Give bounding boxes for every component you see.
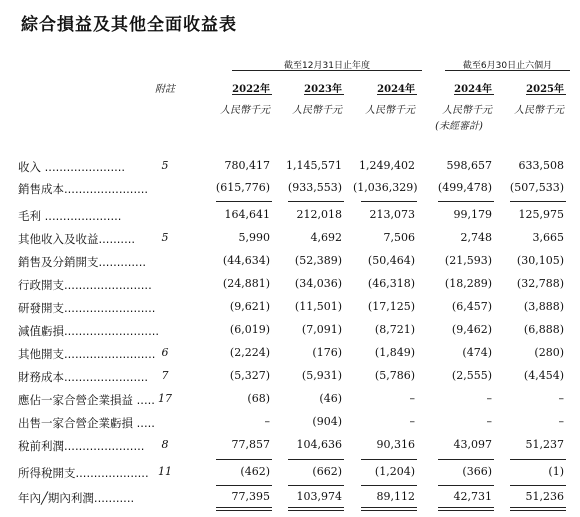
row-value: (474) xyxy=(462,346,492,359)
row-value: (46) xyxy=(319,392,342,405)
row-value: – xyxy=(264,415,270,428)
double-rule xyxy=(288,507,344,511)
row-value: – xyxy=(409,392,415,405)
row-value: (1,849) xyxy=(374,346,415,359)
row-value: 5,990 xyxy=(238,231,270,244)
table-row xyxy=(0,369,580,387)
row-label: 銷售成本....................... xyxy=(18,182,149,196)
year-header-2024: 2024年 xyxy=(377,84,415,95)
single-rule xyxy=(438,485,494,486)
unit-label: 人民幣千元 xyxy=(365,105,415,116)
page-title: 綜合損益及其他全面收益表 xyxy=(21,15,237,35)
table-row xyxy=(0,300,580,318)
row-value: 4,692 xyxy=(310,231,342,244)
row-value: (68) xyxy=(247,392,270,405)
row-value: (615,776) xyxy=(215,181,270,194)
single-rule xyxy=(288,485,344,486)
row-label: 財務成本....................... xyxy=(18,370,149,384)
row-value: (662) xyxy=(312,465,342,478)
row-value: (32,788) xyxy=(516,277,564,290)
double-rule xyxy=(438,507,494,511)
row-label: 其他開支......................... xyxy=(18,347,156,361)
row-value: 51,236 xyxy=(525,490,564,503)
row-value: 164,641 xyxy=(224,208,270,221)
row-value: – xyxy=(558,415,564,428)
row-value: (9,462) xyxy=(451,323,492,336)
row-value: 43,097 xyxy=(453,438,492,451)
row-value: – xyxy=(486,415,492,428)
year-header-2022: 2022年 xyxy=(232,84,270,95)
row-value: (3,888) xyxy=(523,300,564,313)
single-rule xyxy=(510,459,566,460)
row-value: (499,478) xyxy=(437,181,492,194)
row-value: 99,179 xyxy=(453,208,492,221)
row-value: 212,018 xyxy=(296,208,342,221)
row-value: (50,464) xyxy=(367,254,415,267)
table-row xyxy=(0,346,580,364)
single-rule xyxy=(361,485,417,486)
row-value: (280) xyxy=(534,346,564,359)
row-note: 8 xyxy=(161,438,169,451)
row-note: 6 xyxy=(161,346,169,359)
row-value: 77,395 xyxy=(231,490,270,503)
row-label: 研發開支......................... xyxy=(18,301,156,315)
row-value: 1,249,402 xyxy=(359,159,415,172)
table-row xyxy=(0,438,580,456)
year-header-2023: 2023年 xyxy=(304,84,342,95)
row-value: (5,931) xyxy=(301,369,342,382)
row-value: – xyxy=(558,392,564,405)
double-rule xyxy=(361,507,417,511)
year-rule xyxy=(304,94,344,95)
row-value: (21,593) xyxy=(444,254,492,267)
single-rule xyxy=(216,201,272,202)
row-value: (6,019) xyxy=(229,323,270,336)
row-note: 7 xyxy=(161,369,169,382)
row-label: 行政開支........................ xyxy=(18,278,152,292)
row-label: 年內╱期內利潤........... xyxy=(18,491,135,505)
row-note: 11 xyxy=(158,465,172,478)
single-rule xyxy=(216,485,272,486)
row-label: 應佔一家合營企業損益 ..... xyxy=(18,393,155,407)
header-group-half: 截至6月30日止六個月 xyxy=(462,61,553,71)
table-row xyxy=(0,231,580,249)
row-value: (17,125) xyxy=(367,300,415,313)
row-value: 3,665 xyxy=(532,231,564,244)
row-value: (8,721) xyxy=(374,323,415,336)
row-value: – xyxy=(409,415,415,428)
row-value: 7,506 xyxy=(383,231,415,244)
year-rule xyxy=(454,94,494,95)
row-value: 780,417 xyxy=(224,159,270,172)
row-label: 其他收入及收益.......... xyxy=(18,232,136,246)
year-header-2025-half: 2025年 xyxy=(526,84,564,95)
single-rule xyxy=(361,201,417,202)
row-value: 598,657 xyxy=(446,159,492,172)
row-value: (5,327) xyxy=(229,369,270,382)
single-rule xyxy=(216,459,272,460)
row-value: (6,457) xyxy=(451,300,492,313)
row-value: 89,112 xyxy=(376,490,415,503)
double-rule xyxy=(216,507,272,511)
year-rule xyxy=(377,94,417,95)
single-rule xyxy=(361,459,417,460)
unit-label: 人民幣千元 xyxy=(220,105,270,116)
row-value: 42,731 xyxy=(453,490,492,503)
table-row xyxy=(0,415,580,433)
row-value: (2,555) xyxy=(451,369,492,382)
table-row xyxy=(0,208,580,226)
row-label: 減值虧損.......................... xyxy=(18,324,160,338)
table-row xyxy=(0,254,580,272)
row-value: (9,621) xyxy=(229,300,270,313)
single-rule xyxy=(438,201,494,202)
unit-label: 人民幣千元 xyxy=(292,105,342,116)
row-value: (24,881) xyxy=(222,277,270,290)
table-row xyxy=(0,159,580,177)
row-value: (1) xyxy=(548,465,564,478)
row-value: (11,501) xyxy=(294,300,342,313)
table-row xyxy=(0,465,580,483)
single-rule xyxy=(510,485,566,486)
row-value: (933,553) xyxy=(287,181,342,194)
row-value: (52,389) xyxy=(294,254,342,267)
row-value: (507,533) xyxy=(509,181,564,194)
header-group-year-rule xyxy=(232,70,422,71)
row-value: 90,316 xyxy=(376,438,415,451)
table-row xyxy=(0,277,580,295)
row-value: 213,073 xyxy=(369,208,415,221)
unit-label: 人民幣千元 xyxy=(514,105,564,116)
table-row xyxy=(0,323,580,341)
row-label: 銷售及分銷開支............. xyxy=(18,255,147,269)
year-header-2024-half: 2024年 xyxy=(454,84,492,95)
unit-label: 人民幣千元 xyxy=(442,105,492,116)
row-value: (904) xyxy=(312,415,342,428)
row-value: (7,091) xyxy=(301,323,342,336)
row-label: 毛利 ..................... xyxy=(18,209,122,223)
table-row xyxy=(0,181,580,199)
row-value: 2,748 xyxy=(460,231,492,244)
row-value: 77,857 xyxy=(231,438,270,451)
single-rule xyxy=(288,459,344,460)
row-label: 出售一家合營企業虧損 ..... xyxy=(18,416,155,430)
header-group-half-rule xyxy=(445,70,570,71)
single-rule xyxy=(510,201,566,202)
row-value: (6,888) xyxy=(523,323,564,336)
row-value: 1,145,571 xyxy=(286,159,342,172)
row-note: 5 xyxy=(161,159,169,172)
row-value: (462) xyxy=(240,465,270,478)
row-value: (30,105) xyxy=(516,254,564,267)
row-value: (34,036) xyxy=(294,277,342,290)
row-label: 所得稅開支.................... xyxy=(18,466,149,480)
row-value: 103,974 xyxy=(296,490,342,503)
row-value: 125,975 xyxy=(518,208,564,221)
row-note: 5 xyxy=(161,231,169,244)
table-row xyxy=(0,490,580,508)
row-label: 稅前利潤...................... xyxy=(18,439,145,453)
row-value: (1,204) xyxy=(374,465,415,478)
row-value: (2,224) xyxy=(229,346,270,359)
row-value: (44,634) xyxy=(222,254,270,267)
row-value: 104,636 xyxy=(296,438,342,451)
row-value: (366) xyxy=(462,465,492,478)
unaudited-label: (未經審計) xyxy=(435,121,483,132)
double-rule xyxy=(510,507,566,511)
row-value: (4,454) xyxy=(523,369,564,382)
row-value: (176) xyxy=(312,346,342,359)
row-value: 633,508 xyxy=(518,159,564,172)
row-value: (46,318) xyxy=(367,277,415,290)
year-rule xyxy=(526,94,566,95)
table-row xyxy=(0,392,580,410)
row-value: (18,289) xyxy=(444,277,492,290)
row-value: 51,237 xyxy=(525,438,564,451)
row-value: (5,786) xyxy=(374,369,415,382)
row-note: 17 xyxy=(158,392,172,405)
row-value: – xyxy=(486,392,492,405)
row-label: 收入 ...................... xyxy=(18,160,126,174)
header-group-year: 截至12月31日止年度 xyxy=(284,61,370,71)
year-rule xyxy=(232,94,272,95)
single-rule xyxy=(438,459,494,460)
row-value: (1,036,329) xyxy=(353,181,418,194)
note-column-header: 附註 xyxy=(155,84,175,95)
single-rule xyxy=(288,201,344,202)
